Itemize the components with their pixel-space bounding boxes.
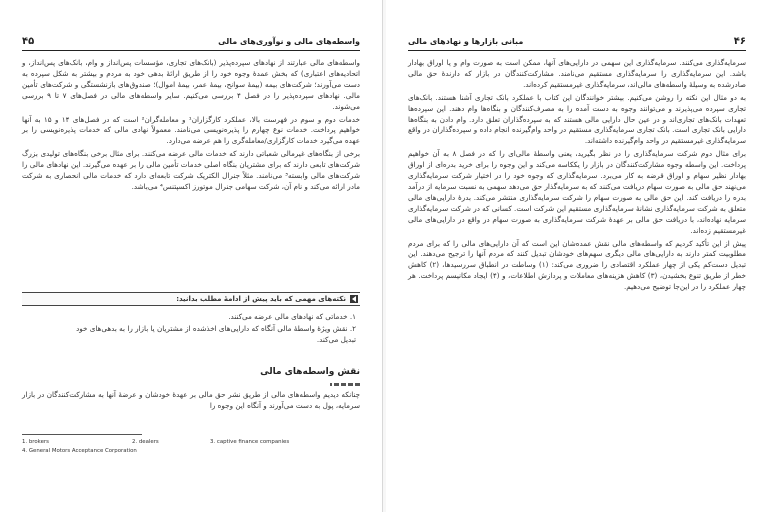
- footnote: 1. brokers: [22, 439, 49, 445]
- paragraph: خدمات دوم و سوم در فهرست بالا، عملکرد کارگزاران¹ و معامله‌گران² است که در فصل‌های ۱۴ و ۱۵ به آنها خواهیم پرداخت. خدمات نوع چهارم را پذیرەنویسی می‌نامند. معمولاً نهادی مالی که خدمات پذیره‌نویسی را بر عهده می‌گیرد خدمات کارگزاری/معامله‌گری را هم عرضه می‌دارد.: [22, 114, 360, 146]
- left-page-header: [22, 36, 360, 51]
- paragraph: برخی از بنگاه‌های غیرمالی شعباتی دارند که خدمات مالی عرضه می‌کنند. برای مثال برخی بنگاه‌های تولیدی بزرگ شرکت‌های تابعی دارند که برای مشتریان بنگاه اصلی خدمات تأمین مالی را بر عهده می‌گیرند. این نهادهای مالی را شرکت‌های مالی وابسته³ می‌نامند. مثلاً جنرال الکتریک شرکت تابعه‌ای دارد که خدمات مالی انحصاری به شرکت مادر ارائه می‌کند و نام آن، شرکت سهامی جنرال موتورز اکسپتنس⁴ می‌باشد.: [22, 149, 360, 191]
- list-item: ۱. خدماتی که نهادهای مالی عرضه می‌کنند.: [228, 312, 356, 321]
- section-heading: نقش واسطه‌های مالی: [260, 367, 360, 377]
- footnote: 2. dealers: [132, 439, 159, 445]
- section-heading-rule: [330, 383, 360, 386]
- list-item: ۲. نقش ویژهٔ واسطهٔ مالی آنگاه که دارایی‌های اخذشده از مشتریان یا بازار را به بدهی‌های خود تبدیل می‌کند.: [76, 323, 356, 344]
- right-page-number: ۴۶: [733, 36, 746, 47]
- paragraph: واسطه‌های مالی عبارتند از نهادهای سپرده‌پذیر (بانک‌های تجاری، مؤسسات پس‌انداز و وام، بانک‌های پس‌انداز، و اتحادیه‌های اعتباری) که بخش عمدهٔ وجوه خود را از طریق ارائهٔ بدهی خود به مردم و بیشتر به شکل سپرده به دست می‌آورند؛ شرکت‌های بیمه (بیمهٔ سوانح، بیمهٔ عمر، بیمهٔ اموال)؛ صندوق‌های بازنشستگی و شرکت‌های تأمین مالی. نهادهای سپرده‌پذیر را در فصل ۴ بررسی می‌کنیم. سایر واسطه‌های مالی در فصل‌های ۷ تا ۹ بررسی می‌شوند.: [22, 58, 361, 111]
- footnote: 4. General Motors Acceptance Corporation: [22, 448, 137, 454]
- footnote: 3. captive finance companies: [210, 439, 290, 445]
- key-points-list: [66, 312, 356, 347]
- right-page-header: [408, 36, 746, 51]
- left-page-number: ۴۵: [22, 36, 35, 47]
- paragraph: چنانکه دیدیم واسطه‌های مالی از طریق نشر حق مالی بر عهدهٔ خودشان و عرضهٔ آنها به مشارکت‌کنندگان در بازار سرمایه، پول به دست می‌آورند و آنگاه این وجوه را: [22, 390, 360, 410]
- right-body-text: [408, 58, 746, 295]
- right-running-title: مبانی بازارها و نهادهای مالی: [408, 37, 524, 46]
- left-running-title: واسطه‌های مالی و نوآوری‌های مالی: [218, 37, 360, 46]
- key-points-title-text: نکته‌های مهمی که باید پیش از ادامهٔ مطلب بدانید:: [176, 295, 346, 303]
- right-page: [386, 0, 768, 512]
- left-section-body: [22, 390, 360, 414]
- paragraph: به دو مثال این نکته را روشن می‌کنیم. بیشتر خوانندگان این کتاب با عملکرد بانک تجاری آشنا هستند. بانک‌های تجاری سپرده می‌پذیرند و می‌توانند وجوه به دست آمده را به مصرف‌کنندگان و بنگاه‌ها وام دهند. این سپرده‌ها تعهدات بانک‌های تجاری‌اند و در عین حال دارایی مالی هستند که به سپرده‌گذاران تعلق دارد. وام دادن به بنگاه‌ها دارایی بانک تجاری است. بانک تجاری سرمایه‌گذاری مستقیم در واحد وام‌گیرنده انجام داده و سپرده‌گذاران در واقع سرمایه‌گذاری غیرمستقیم در واحد وام‌گیرنده داشته‌اند.: [408, 92, 746, 146]
- key-points-box-title: [22, 292, 360, 306]
- footnotes: [22, 434, 362, 457]
- arrow-bullet-icon: [350, 295, 358, 303]
- paragraph: برای مثال دوم شرکت سرمایه‌گذاری را در نظر بگیرید، یعنی واسطهٔ مالی‌ای را که در فصل ۸ به آن خواهیم پرداخت. این واسطه وجوه مشارکت‌کنندگان در بازار را یککاسه می‌کند و این وجوه را برای خرید بدره‌ای از اوراق بهادار نظیر سهام و اوراق قرضه به کار می‌برد. سرمایه‌گذاری که وجوه خود را در اختیار شرکت سرمایه‌گذاری می‌نهند حق مالی به صورت سهام دریافت می‌کنند که به سرمایه‌گذار حق می‌دهد سهمی به نسبت سرمایه از درآمد بدره را دریافت کند. این حق مالی به صورت سهام را شرکت سرمایه‌گذاری منتشر می‌کند. بدرهٔ دارایی‌های مالی متعلق به شرکت سرمایه‌گذاری نشانهٔ سرمایه‌گذاری مستقیم این شرکت است. کسانی که در شرکت سرمایه‌گذاری سرمایه نهاده‌اند، با دریافت حق مالی بر عهدهٔ شرکت سرمایه‌گذاری به صورت سهام در واقع در دارایی‌های مالی غیرمستقیم زده‌اند.: [408, 149, 746, 235]
- paragraph: پیش از این تأکید کردیم که واسطه‌های مالی نقش عمده‌شان این است که آن دارایی‌های مالی را که برای مردم مطلوبیت کمتر دارند به دارایی‌های مالی دیگری سهم‌های خودشان تبدیل کنند که مردم آنها را ترجیح می‌دهند. این تبدیل دست‌کم یکی از چهار عملکرد اقتصادی را ضروری می‌کند: (۱) وساطت در انطباق سررسیدها، (۲) کاهش خطر از طریق تنوع بخشیدن، (۳) کاهش هزینه‌های معاملات و پردازش اطلاعات، و (۴) ایجاد مکانیسم پرداخت. هر چهار عملکرد را در این‌جا توضیح می‌دهیم.: [408, 238, 746, 292]
- left-body-text: [22, 58, 360, 195]
- footnote-rule: [22, 434, 142, 435]
- paragraph: سرمایه‌گذاری می‌کنند. سرمایه‌گذاری این سهمی در دارایی‌های آنها، ممکن است به صورت وام و یا اوراق بهادار باشد. این سرمایه‌گذاری را سرمایه‌گذاری مستقیم می‌نامند. مشارکت‌کنندگان در بازار که دارندهٔ حق مالی صادرشده به وسیلهٔ واسطه‌های مالی‌اند، سرمایه‌گذاری غیرمستقیم کرده‌اند.: [408, 58, 746, 89]
- left-page: [0, 0, 383, 512]
